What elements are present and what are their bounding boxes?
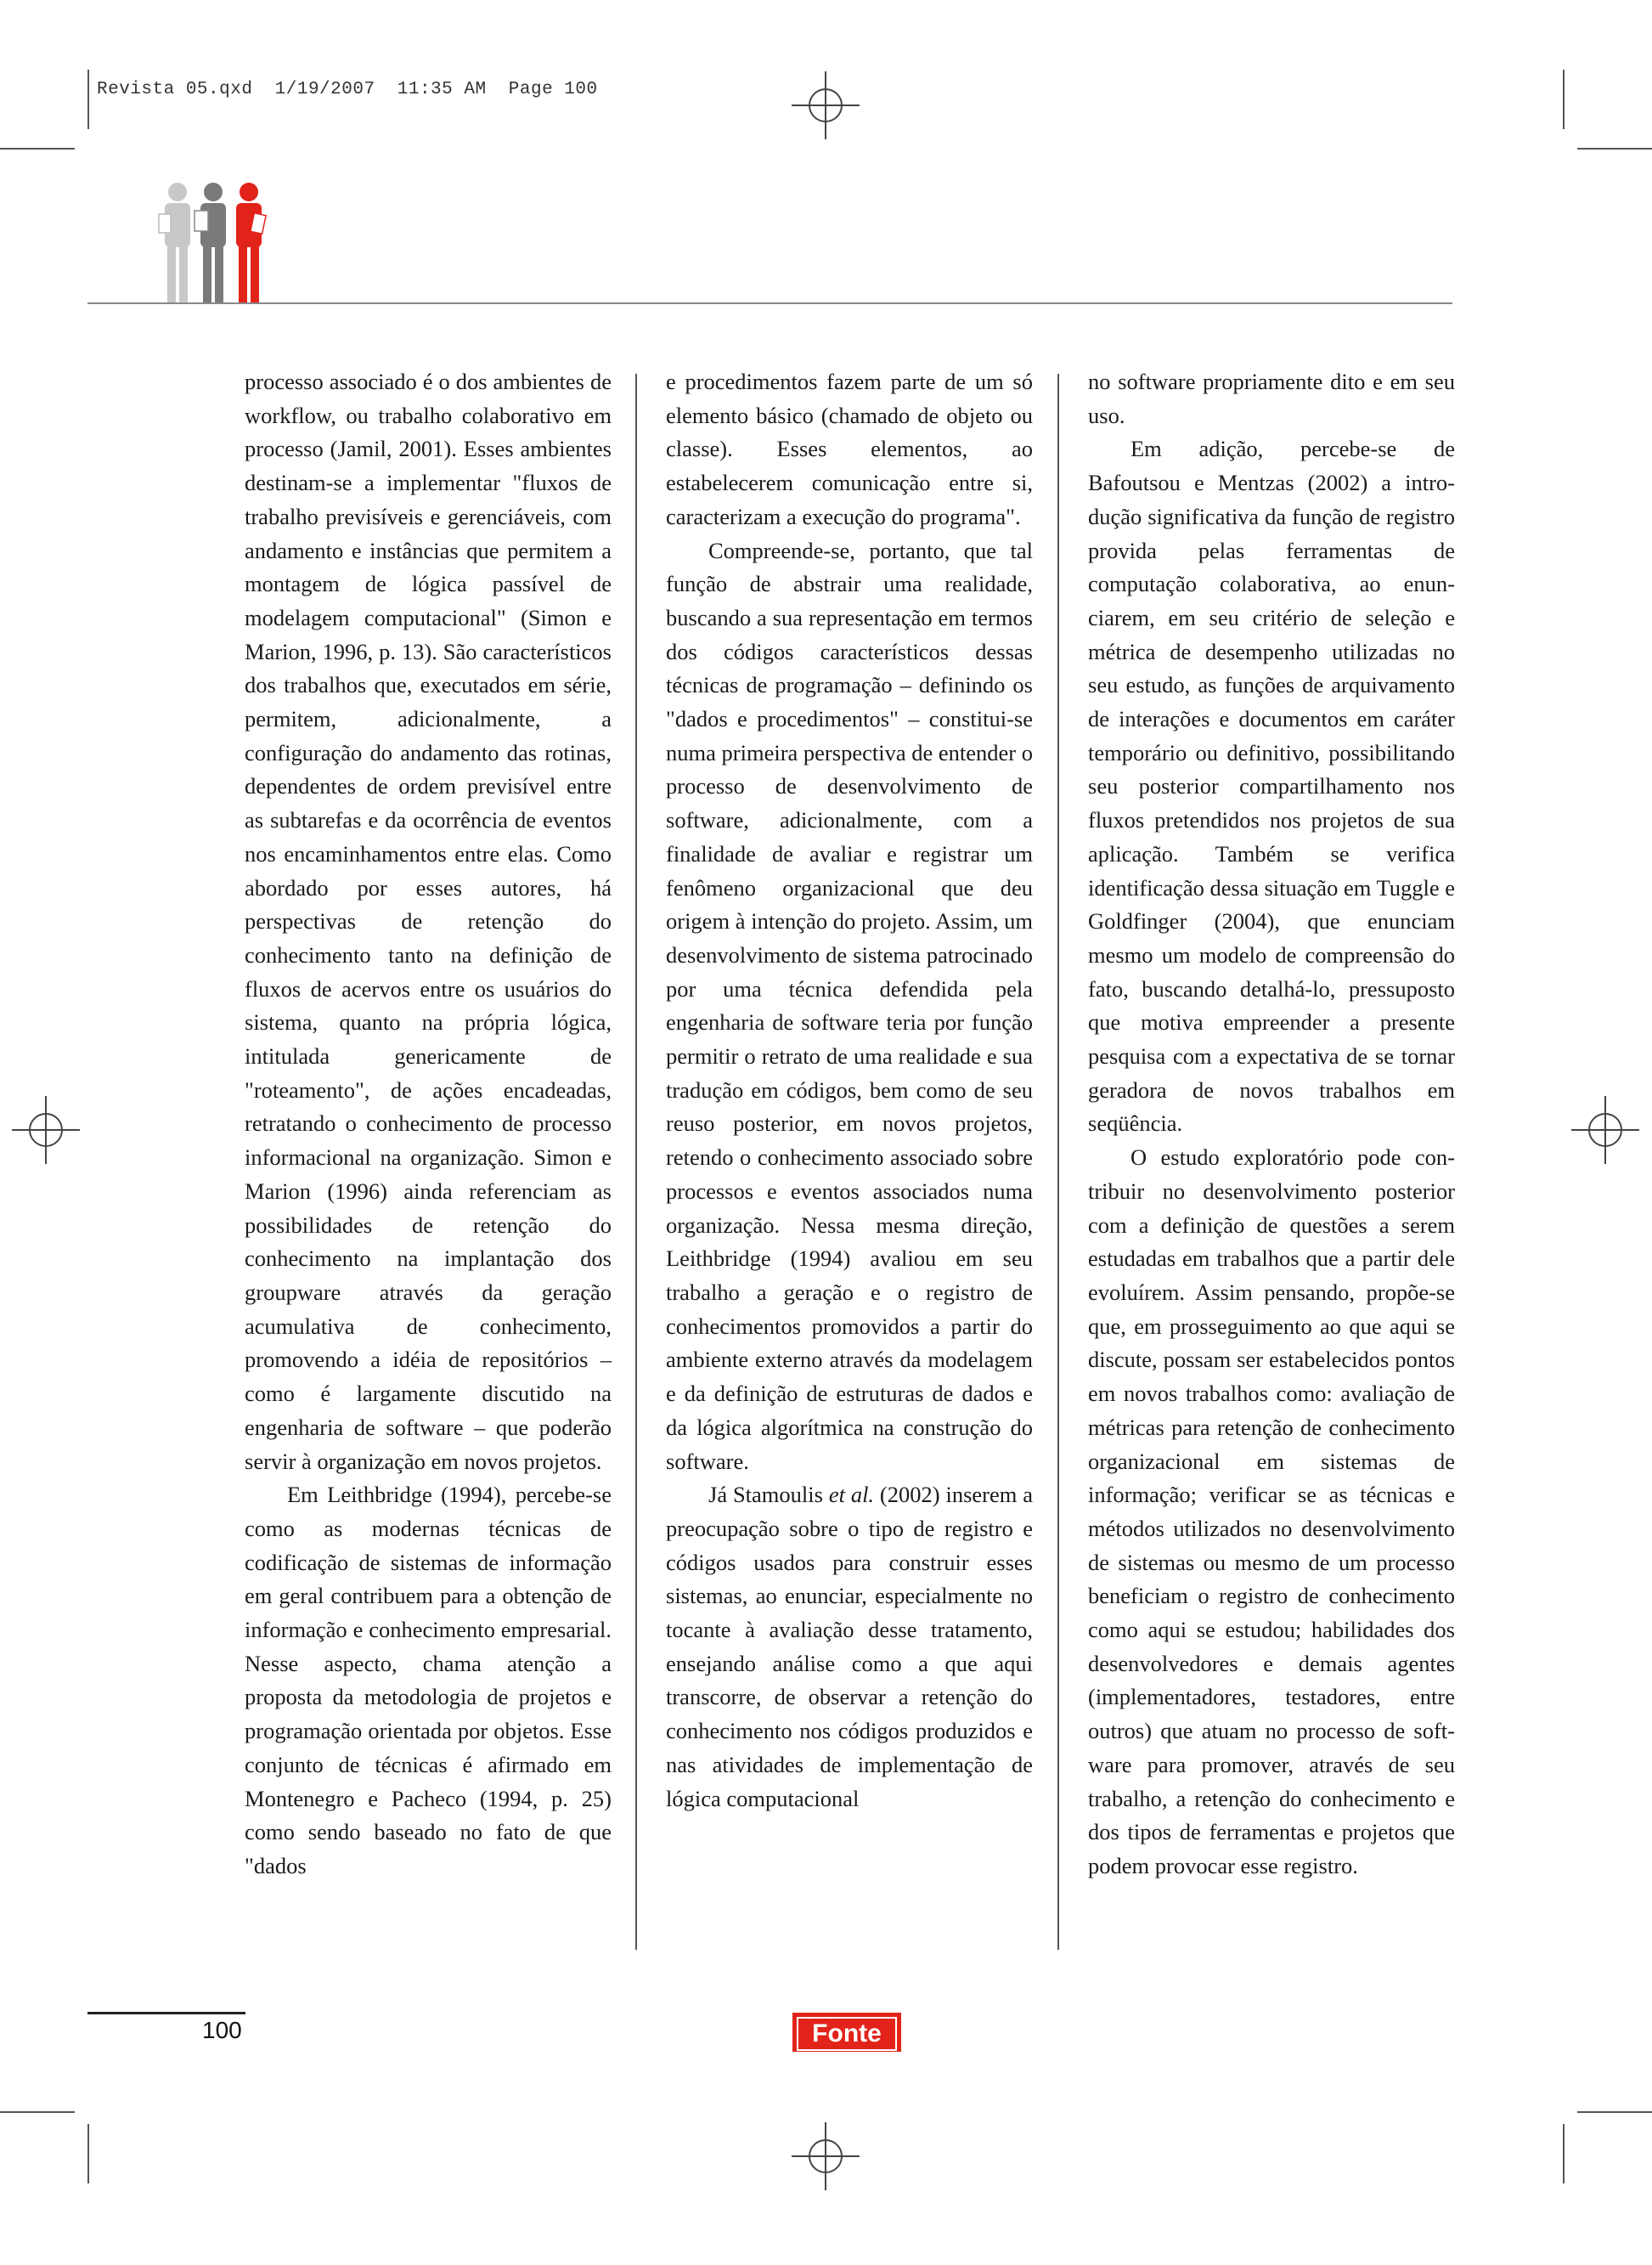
column-divider-1 <box>635 374 637 1950</box>
fonte-logo-label: Fonte <box>797 2017 897 2051</box>
column-divider-2 <box>1057 374 1059 1950</box>
paragraph: e procedimentos fazem parte de um só elemento básico (chamado de objeto ou classe). Esses elementos, ao estabelecerem comunicação entre si, caracterizam a execução do programa". <box>666 369 1033 529</box>
text-column-1 <box>245 365 612 1884</box>
italic-citation: et al. <box>828 1482 875 1508</box>
paragraph: processo associado é o dos ambientes de workflow, ou trabalho colaborativo em processo (Jamil, 2001). Esses ambientes destinam-se a implementar "fluxos de trabalho previsíveis e gerenciáveis, com andamento e instâncias que permitem a montagem de lógica passível de modelagem computacional" (Simon e Marion, 1996, p. 13). São característicos dos trabalhos que, executados em série, permitem, adicionalmente, a configuração do andamento das rotinas, dependentes de ordem previsível entre as subtarefas e da ocorrência de eventos nos encaminhamentos entre elas. Como abordado por esses autores, há perspectivas de retenção do conhecimento tanto na definição de fluxos de acervos entre os usuários do sistema, quanto na própria lógica, intitulada genericamente de "roteamento", de ações encadeadas, retratando o conhecimento de processo informacional na organização. Simon e Marion (1996) ainda referenciam as possibilidades de retenção do conhecimento na implantação dos groupware através da geração acumulativa de conhecimento, promovendo a idéia de repositórios – como é largamente discutido na engenharia de software – que poderão servir à organização em novos projetos. <box>245 369 612 1474</box>
header-rule <box>87 302 1452 304</box>
text-column-3 <box>1088 365 1455 1884</box>
paragraph: O estudo exploratório pode contribuir no desenvolvimento posterior com a definição de questões a serem estudadas em trabalhos que a partir dele evoluírem. Assim pensando, propõe-se que, em prosseguimento ao que aqui se discute, possam ser estabelecidos pontos em novos trabalhos como: avaliação de métricas para retenção de conhecimento organizacional em sistemas de informação; verificar se as técnicas e métodos utilizados no desenvolvimento de sistemas ou mesmo de um processo beneficiam o registro de conhecimento como aqui se estudou; habilidades dos desenvolvedores e demais agentes (implementadores, testadores, entre outros) que atuam no processo de software para promover, através de seu trabalho, a retenção do conhecimento e dos tipos de ferramentas e projetos que podem provocar esse registro. <box>1088 1144 1455 1878</box>
text-column-2 <box>666 365 1033 1816</box>
figure-mid <box>195 183 226 302</box>
slug-line: Revista 05.qxd 1/19/2007 11:35 AM Page 100 <box>97 80 598 99</box>
registration-mark-bottom <box>792 2122 860 2190</box>
paragraph <box>666 1478 1033 1816</box>
paragraph-text: (2002) inserem a preocupação sobre o tipo de registro e códigos usados para construir esses sistemas, ao enunciar, especialmente no tocante à avaliação desse tratamento, ensejando análise como a que aqui transcorre, de observar a retenção do conhecimento nos códigos produzidos e nas atividades de implementação de lógica computacional <box>666 1482 1033 1811</box>
paragraph: Em adição, percebe-se de Bafoutsou e Mentzas (2002) a introdução significativa da função de registro provida pelas ferramentas de computação colaborativa, ao enunciarem, em seu critério de seleção e métrica de desempenho utilizadas no seu estudo, as funções de arquivamento de interações e documentos em caráter temporário ou definitivo, possibilitando seu posterior compartilhamento nos fluxos pretendidos nos projetos de sua aplicação. Também se verifica identificação dessa situação em Tuggle e Goldfinger (2004), que enunciam mesmo um modelo de compreensão do fato, buscando detalhá-lo, pressuposto que motiva empreender a presente pesquisa com a expectativa de se tornar geradora de novos trabalhos em seqüência. <box>1088 436 1455 1137</box>
paragraph: Em Leithbridge (1994), percebe-se como as modernas técnicas de codificação de sistemas de informação em geral contribuem para a obtenção de informação e conhecimento empresarial. Nesse aspecto, chama atenção a proposta da metodologia de projetos e programação orientada por objetos. Esse conjunto de técnicas é afirmado em Montenegro e Pacheco (1994, p. 25) como sendo baseado no fato de que "dados <box>245 1482 612 1878</box>
folio-rule <box>87 2012 245 2014</box>
paragraph: no software propriamente dito e em seu uso. <box>1088 369 1455 428</box>
paragraph-text: Já Stamoulis <box>708 1482 829 1508</box>
registration-mark-left <box>12 1096 80 1164</box>
registration-mark-top <box>792 71 860 139</box>
fonte-logo <box>792 2013 901 2052</box>
figure-red <box>236 183 266 302</box>
people-logo-icon <box>157 180 285 306</box>
figure-light <box>159 183 190 302</box>
registration-mark-right <box>1571 1096 1639 1164</box>
page-number: 100 <box>202 2017 242 2043</box>
paragraph: Compreende-se, portanto, que tal função de abstrair uma realidade, buscando a sua representação em termos dos códigos característicos dessas técnicas de programação – definindo os "dados e procedimentos" – constitui-se numa primeira perspectiva de entender o processo de desenvolvimento de software, adicionalmente, com a finalidade de avaliar e registrar um fenômeno organizacional que deu origem à intenção do projeto. Assim, um desenvolvimento de sistema patrocinado por uma técnica defendida pela engenharia de software teria por função permitir o retrato de uma realidade e sua tradução em códigos, bem como de seu reuso posterior, em novos projetos, retendo o conhecimento associado sobre processos e eventos associados numa organização. Nessa mesma direção, Leithbridge (1994) avaliou em seu trabalho a geração e o registro de conhecimentos promovidos a partir do ambiente externo através da modelagem e da definição de estruturas de dados e da lógica algorítmica na construção do software. <box>666 537 1033 1474</box>
